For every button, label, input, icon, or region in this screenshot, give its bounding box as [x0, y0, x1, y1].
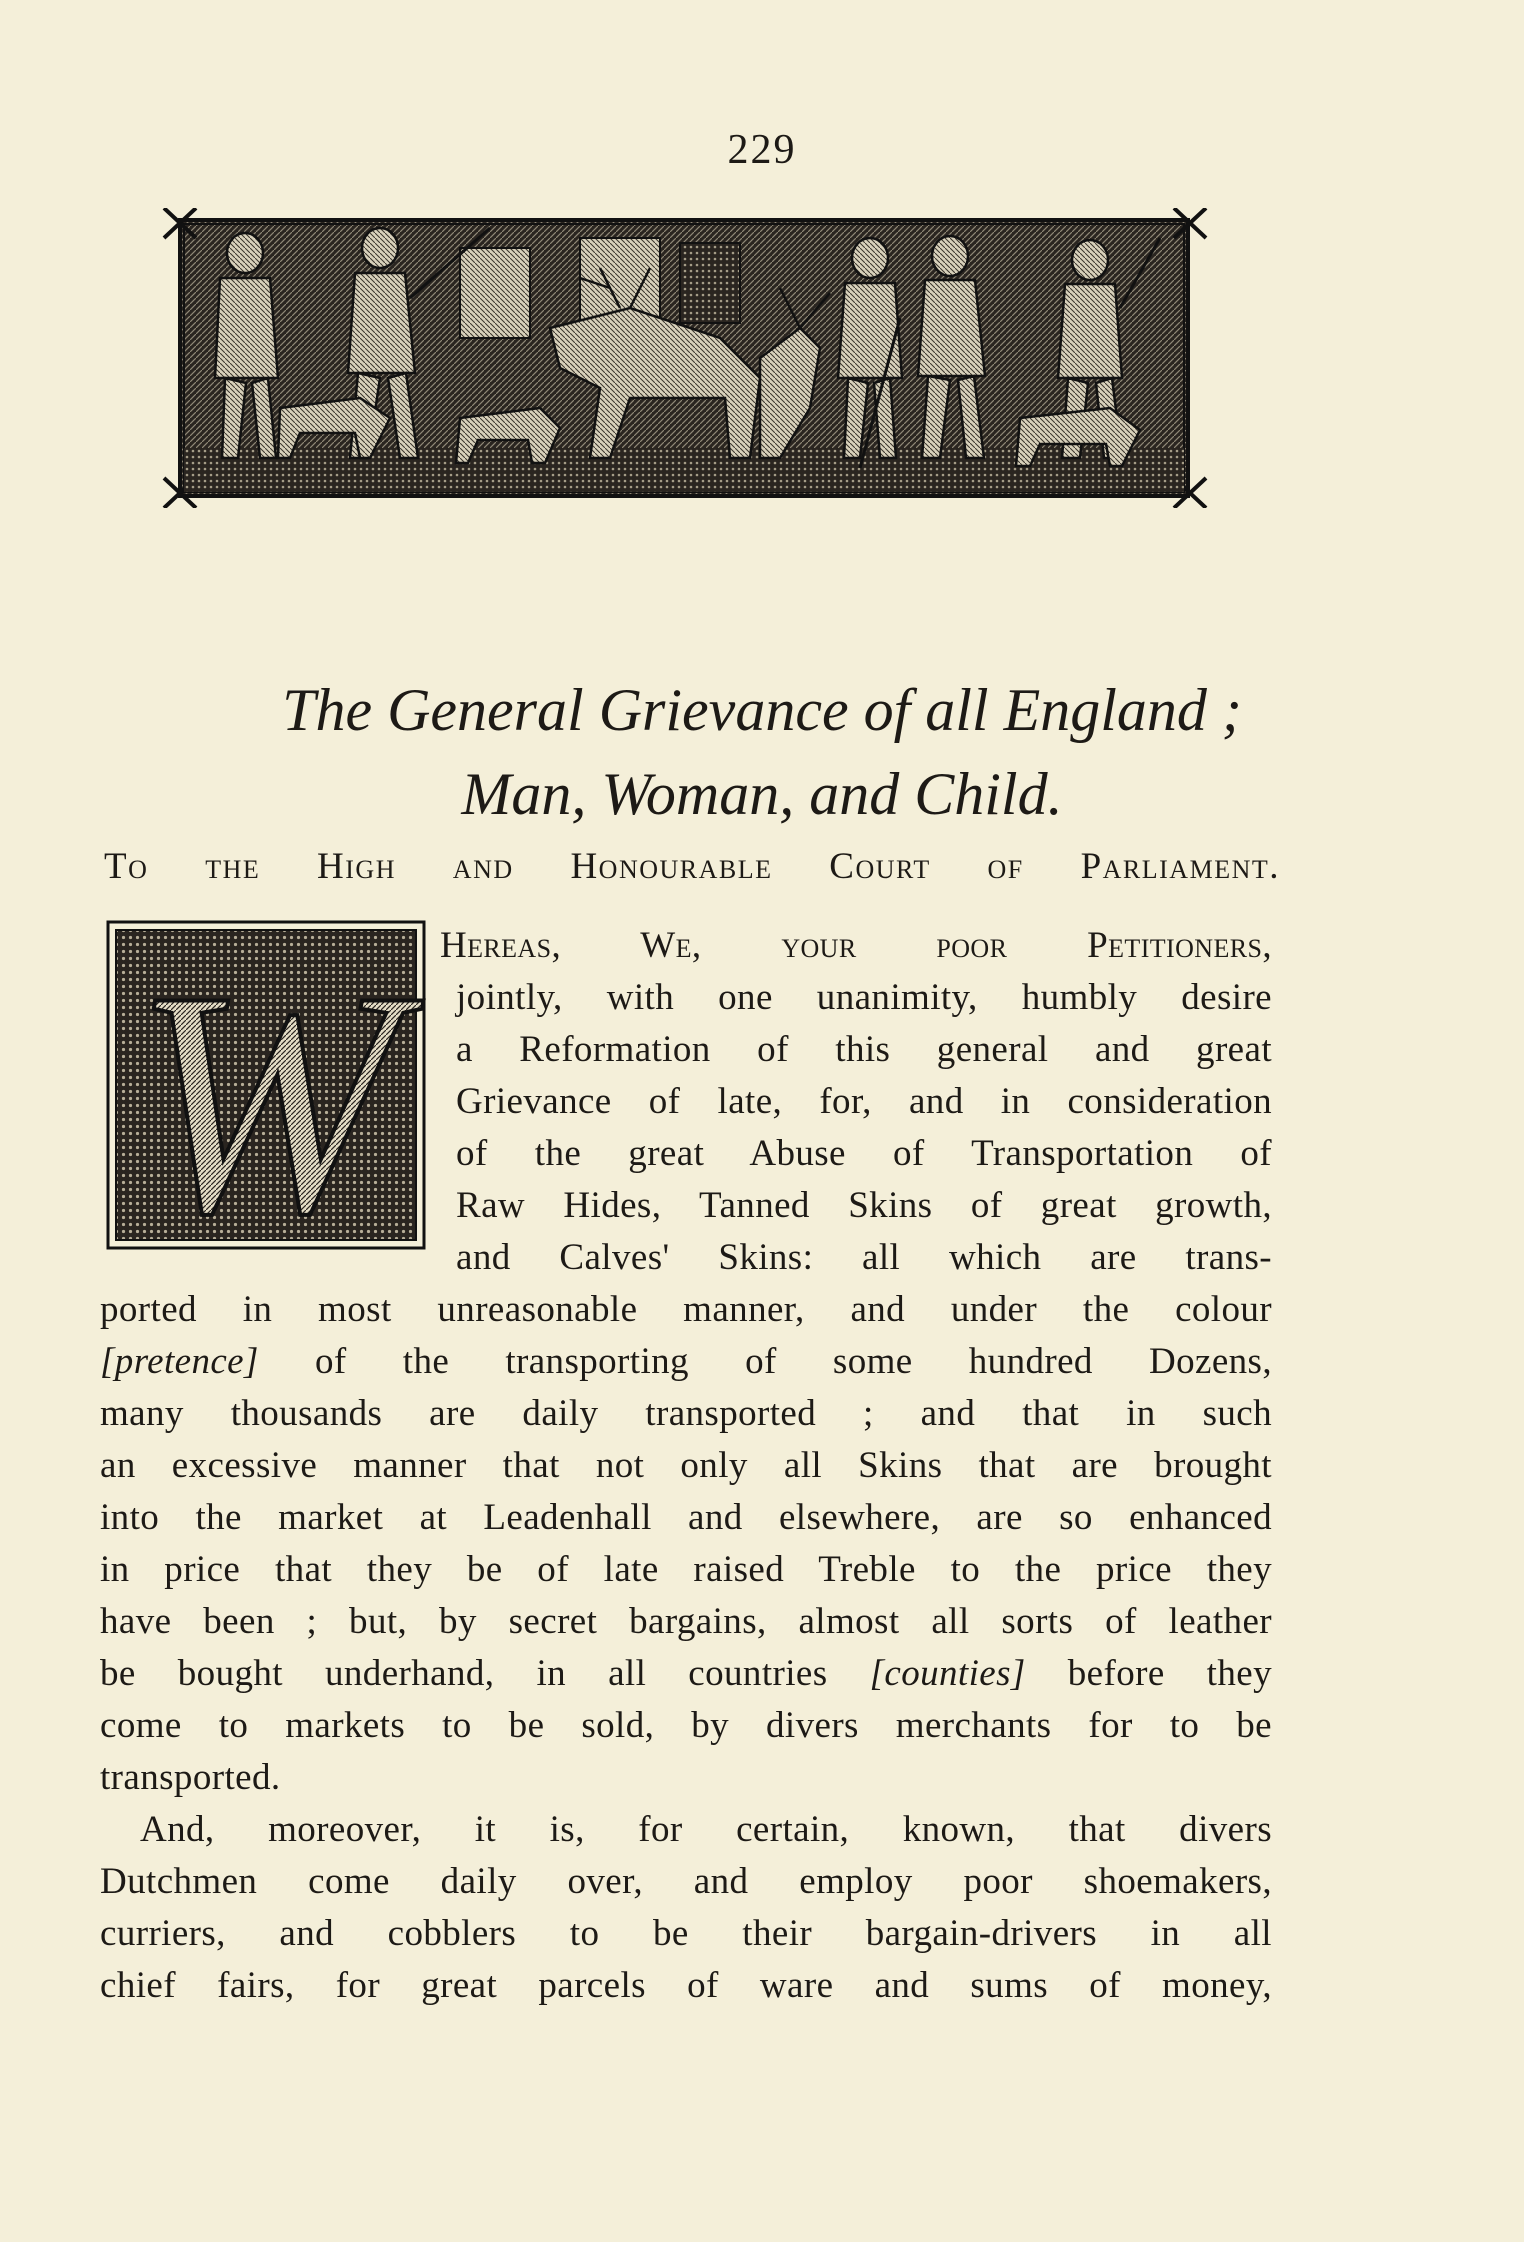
woodcut-hunting-scene-illustration [160, 208, 1210, 508]
title-line-1: The General Grievance of all England ; [282, 677, 1242, 743]
address-line: To the High and Honourable Court of Parliament. [104, 846, 1280, 887]
text-line: Dutchmen come daily over, and employ poor shoemakers, [100, 1861, 1272, 1902]
text-line: Grievance of late, for, and in consideration [456, 1081, 1272, 1122]
text-line: chief fairs, for great parcels of ware and sums of money, [100, 1965, 1272, 2006]
text-line: come to markets to be sold, by divers merchants for to be [100, 1705, 1272, 1746]
text-line: and Calves' Skins: all which are trans- [456, 1237, 1272, 1278]
text-line: And, moreover, it is, for certain, known, that divers [140, 1809, 1272, 1850]
text-line: jointly, with one unanimity, humbly desire [456, 977, 1272, 1018]
text-line: ported in most unreasonable manner, and under the colour [100, 1289, 1272, 1330]
text-line: into the market at Leadenhall and elsewhere, are so enhanced [100, 1497, 1272, 1538]
drop-cap-w-ornament [106, 920, 426, 1250]
text-line: [pretence] of the transporting of some hundred Dozens, [100, 1341, 1272, 1382]
article-title [100, 668, 1424, 836]
text-line: have been ; but, by secret bargains, almost all sorts of leather [100, 1601, 1272, 1642]
text-line: curriers, and cobblers to be their bargain-drivers in all [100, 1913, 1272, 1954]
text-line: transported. [100, 1757, 281, 1798]
title-line-2: Man, Woman, and Child. [461, 761, 1063, 827]
text-line: many thousands are daily transported ; and that in such [100, 1393, 1272, 1434]
page-number: 229 [727, 127, 797, 173]
text-line: Hereas, We, your poor Petitioners, [440, 925, 1272, 966]
text-line: be bought underhand, in all countries [counties] before they [100, 1653, 1272, 1694]
text-line: an excessive manner that not only all Skins that are brought [100, 1445, 1272, 1486]
drop-cap-letter: W [132, 926, 400, 1250]
text-line: of the great Abuse of Transportation of [456, 1133, 1272, 1174]
text-line: Raw Hides, Tanned Skins of great growth, [456, 1185, 1272, 1226]
text-line: a Reformation of this general and great [456, 1029, 1272, 1070]
text-line: in price that they be of late raised Treble to the price they [100, 1549, 1272, 1590]
